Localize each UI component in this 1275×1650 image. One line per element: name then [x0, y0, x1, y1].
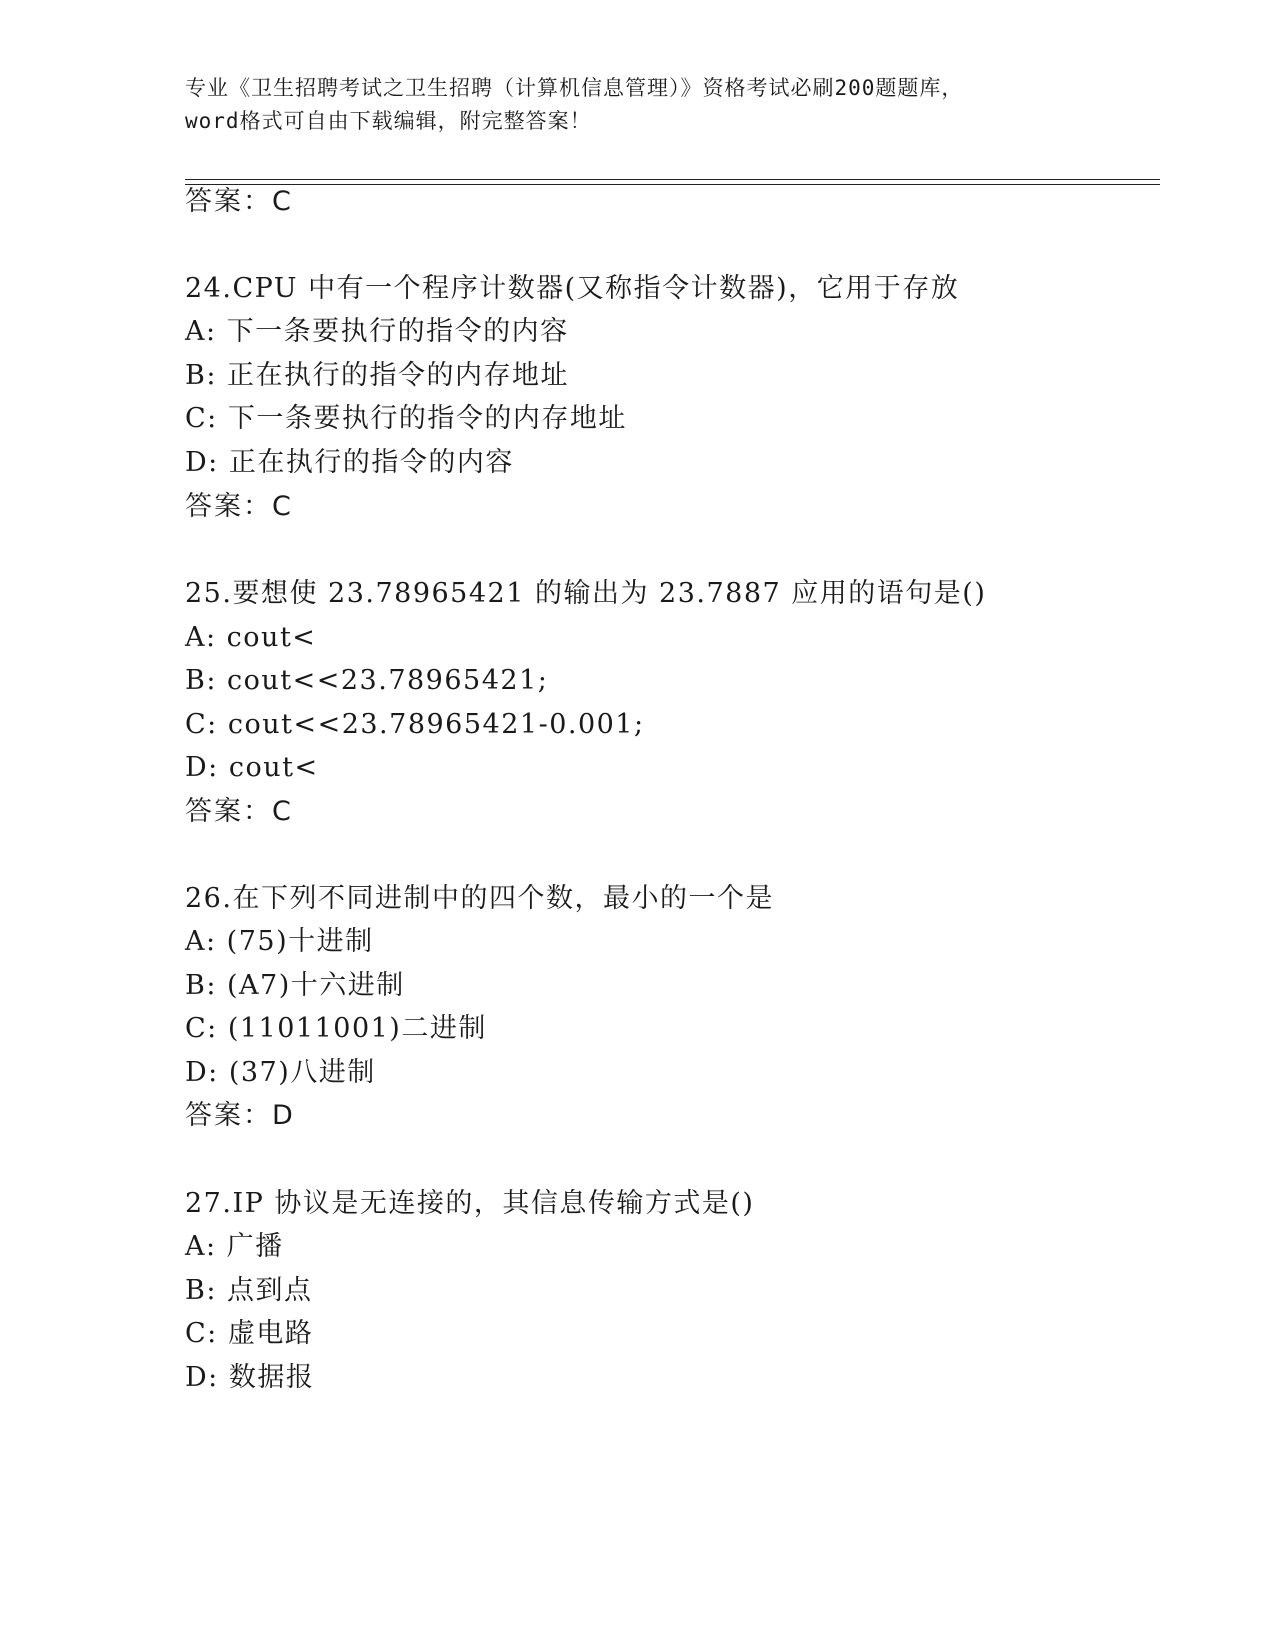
question-25-option-a: A: cout< — [185, 622, 317, 653]
question-26-option-d: D: (37)八进制 — [185, 1057, 376, 1088]
question-24-option-c: C: 下一条要执行的指令的内存地址 — [185, 403, 627, 434]
previous-answer: 答案：C — [185, 186, 293, 217]
question-27-option-b: B: 点到点 — [185, 1275, 313, 1306]
question-26-stem: 26.在下列不同进制中的四个数，最小的一个是 — [185, 883, 774, 914]
question-26-answer: 答案：D — [185, 1100, 295, 1131]
question-24-answer: 答案：C — [185, 491, 293, 522]
question-24-option-d: D: 正在执行的指令的内容 — [185, 447, 514, 478]
header-line-2: word格式可自由下载编辑，附完整答案！ — [185, 109, 592, 133]
question-26-option-b: B: (A7)十六进制 — [185, 970, 405, 1001]
question-25-stem: 25.要想使 23.78965421 的输出为 23.7887 应用的语句是() — [185, 578, 987, 609]
question-25-option-c: C: cout<<23.78965421-0.001; — [185, 709, 645, 740]
question-24-option-b: B: 正在执行的指令的内存地址 — [185, 360, 570, 391]
question-25-option-d: D: cout< — [185, 752, 319, 783]
question-27-option-d: D: 数据报 — [185, 1362, 315, 1393]
question-25-answer: 答案：C — [185, 796, 293, 827]
question-26-option-a: A: (75)十进制 — [185, 926, 374, 957]
document-header — [185, 72, 1085, 138]
question-26-option-c: C: (11011001)二进制 — [185, 1013, 487, 1044]
header-line-1: 专业《卫生招聘考试之卫生招聘（计算机信息管理）》资格考试必刷200题题库， — [185, 76, 964, 100]
question-27-option-c: C: 虚电路 — [185, 1318, 314, 1349]
header-divider-top — [185, 179, 1160, 180]
question-24-option-a: A: 下一条要执行的指令的内容 — [185, 316, 569, 347]
question-25-option-b: B: cout<<23.78965421; — [185, 665, 549, 696]
question-24-stem: 24.CPU 中有一个程序计数器(又称指令计数器)，它用于存放 — [185, 273, 960, 304]
question-27-option-a: A: 广播 — [185, 1231, 284, 1262]
question-27-stem: 27.IP 协议是无连接的，其信息传输方式是() — [185, 1188, 755, 1219]
header-divider-bottom — [185, 184, 1160, 185]
